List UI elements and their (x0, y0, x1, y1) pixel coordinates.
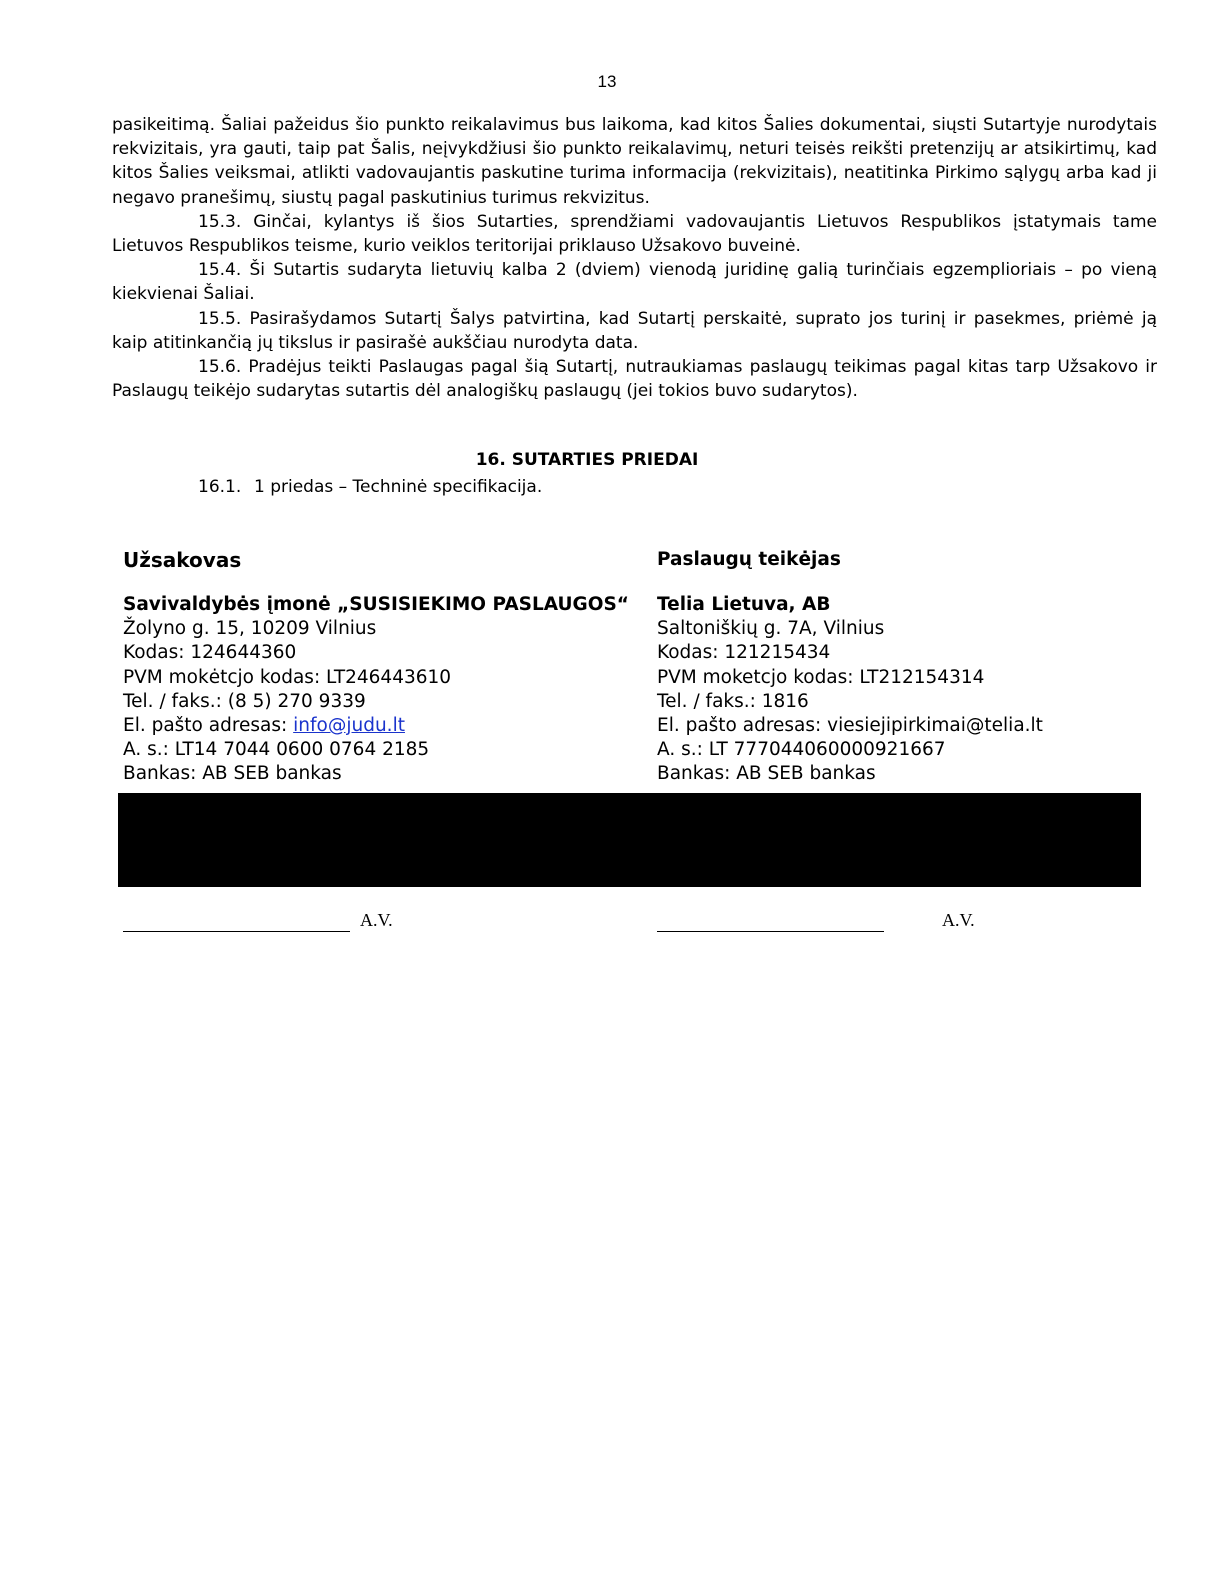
paragraph-15-2-continuation: pasikeitimą. Šaliai pažeidus šio punkto reikalavimus bus laikoma, kad kitos Šalies dokumentai, siųsti Sutartyje nurodytais rekvizitais, yra gauti, taip pat Šalis, neįvykdžiusi šio punkto reikalavimų, neturi teisės reikšti pretenzijų ar atsikirtimų, kad kitos Šalies veiksmai, atlikti vadovaujantis paskutine turima informacija (rekvizitais), neatitinka Pirkimo sąlygų arba kad ji negavo pranešimų, siustų pagal paskutinius turimus rekvizitus. (112, 115, 1157, 208)
provider-block (657, 545, 1177, 787)
customer-vat: PVM mokėtcjo kodas: LT246443610 (123, 666, 452, 688)
provider-company: Telia Lietuva, AB (657, 594, 831, 615)
page-number: 13 (597, 72, 617, 91)
annex-item-number: 16.1. (198, 477, 242, 497)
section-16-heading: 16. SUTARTIES PRIEDAI (475, 450, 699, 470)
paragraph-15-3: 15.3. Ginčai, kylantys iš šios Sutarties, sprendžiami vadovaujantis Lietuvos Respublikos įstatymais tame Lietuvos Respublikos teisme, kurio veiklos teritorijai priklauso Užsakovo buveinė. (112, 211, 1157, 257)
provider-signature-line (657, 931, 884, 932)
customer-company: Savivaldybės įmonė „SUSISIEKIMO PASLAUGOS“ (123, 594, 629, 615)
customer-email-label: El. pašto adresas: (123, 715, 294, 737)
customer-block (123, 545, 643, 787)
customer-phone: Tel. / faks.: (8 5) 270 9339 (123, 690, 366, 712)
annex-item (198, 477, 542, 497)
redaction-block (118, 793, 1141, 887)
customer-email-link[interactable]: info@judu.lt (293, 715, 405, 737)
provider-bank: Bankas: AB SEB bankas (657, 763, 876, 785)
customer-signature-line (123, 931, 350, 932)
provider-phone: Tel. / faks.: 1816 (657, 690, 809, 712)
provider-address: Saltoniškių g. 7A, Vilnius (657, 618, 885, 640)
provider-vat: PVM moketcjo kodas: LT212154314 (657, 666, 985, 688)
provider-account: A. s.: LT 777044060000921667 (657, 739, 946, 761)
customer-address: Žolyno g. 15, 10209 Vilnius (123, 618, 377, 640)
provider-email: El. pašto adresas: viesiejipirkimai@telia.lt (657, 715, 1043, 737)
annex-item-text: 1 priedas – Techninė specifikacija. (254, 477, 543, 497)
provider-role: Paslaugų teikėjas (657, 549, 841, 570)
customer-bank: Bankas: AB SEB bankas (123, 763, 342, 785)
customer-code: Kodas: 124644360 (123, 642, 297, 664)
contract-body (112, 113, 1157, 403)
customer-role: Užsakovas (123, 548, 242, 572)
paragraph-15-6: 15.6. Pradėjus teikti Paslaugas pagal šią Sutartį, nutraukiamas paslaugų teikimas pagal kitas tarp Užsakovo ir Paslaugų teikėjo sudarytas sutartis dėl analogiškų paslaugų (jei tokios buvo sudarytos). (112, 357, 1157, 402)
customer-account: A. s.: LT14 7044 0600 0764 2185 (123, 739, 430, 761)
customer-stamp-label: A.V. (360, 910, 393, 930)
provider-code: Kodas: 121215434 (657, 642, 831, 664)
paragraph-15-5: 15.5. Pasirašydamos Sutartį Šalys patvirtina, kad Sutartį perskaitė, suprato jos turinį ir pasekmes, priėmė ją kaip atitinkančią jų tikslus ir pasirašė aukščiau nurodyta data. (112, 308, 1157, 353)
paragraph-15-4: 15.4. Ši Sutartis sudaryta lietuvių kalba 2 (dviem) vienodą juridinę galią turinčiais egzemplioriais – po vieną kiekvienai Šaliai. (112, 260, 1157, 305)
customer-email-line (123, 714, 643, 738)
provider-stamp-label: A.V. (942, 910, 975, 930)
